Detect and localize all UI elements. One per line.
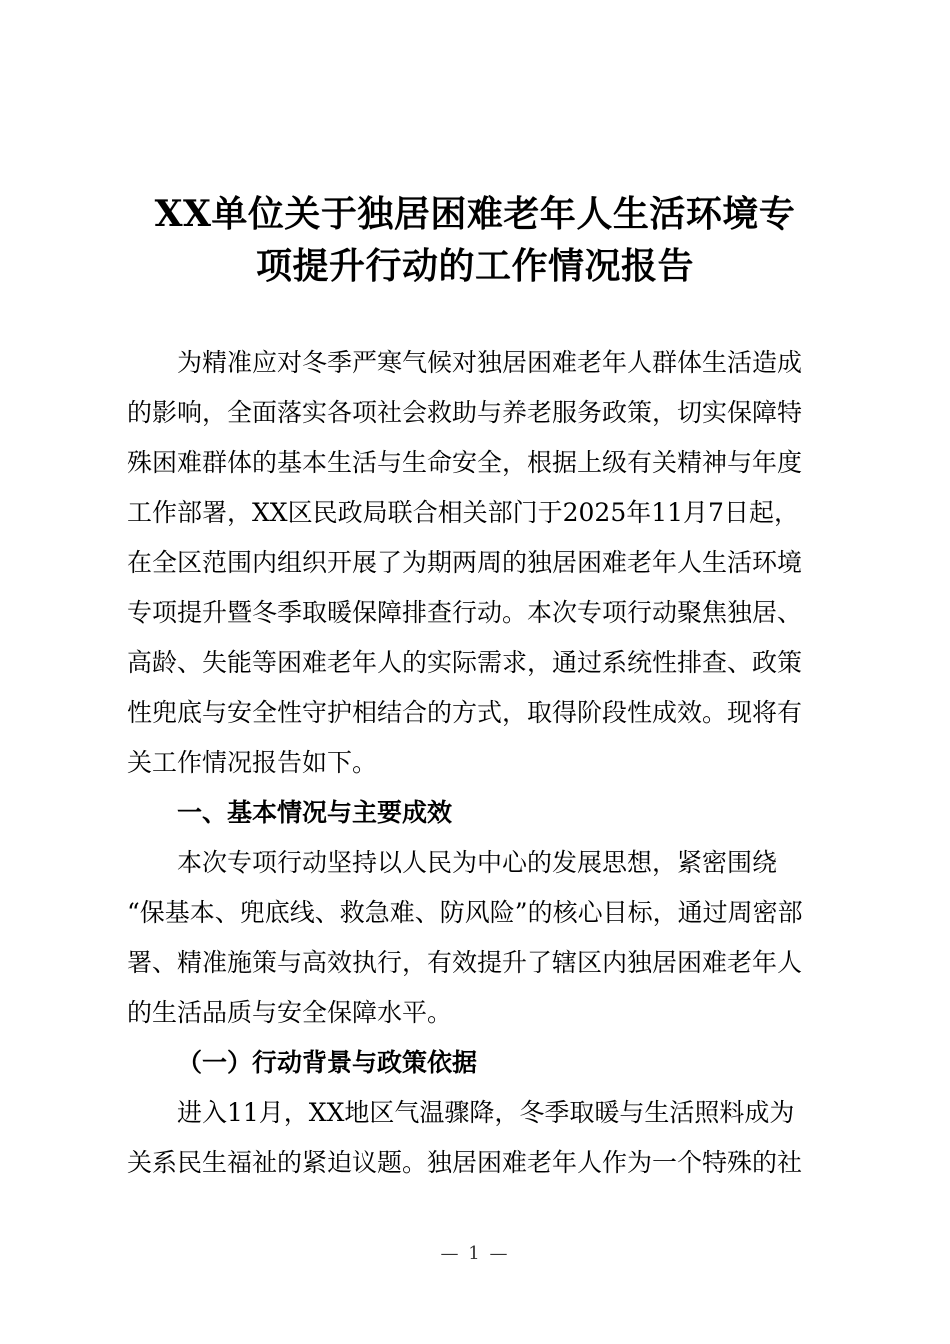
- intro-line: 在全区范围内组织开展了为期两周的独居困难老年人生活环境: [127, 548, 803, 577]
- section-heading-1: 一、基本情况与主要成效: [177, 798, 453, 827]
- section1-line: “保基本、兜底线、救急难、防风险”的核心目标，通过周密部: [127, 898, 803, 927]
- intro-line: 的影响，全面落实各项社会救助与养老服务政策，切实保障特: [127, 398, 803, 427]
- intro-line: 为精准应对冬季严寒气候对独居困难老年人群体生活造成: [177, 348, 803, 377]
- title-line-1: XX单位关于独居困难老年人生活环境专: [154, 193, 796, 235]
- subsection1-line: 关系民生福祉的紧迫议题。独居困难老年人作为一个特殊的社: [127, 1148, 803, 1177]
- intro-line: 专项提升暨冬季取暖保障排查行动。本次专项行动聚焦独居、: [127, 598, 803, 627]
- intro-line: 关工作情况报告如下。: [127, 748, 378, 777]
- document-title: [100, 188, 850, 292]
- section1-line: 本次专项行动坚持以人民为中心的发展思想，紧密围绕: [177, 848, 778, 877]
- section1-line: 署、精准施策与高效执行，有效提升了辖区内独居困难老年人: [127, 948, 803, 977]
- section1-line: 的生活品质与安全保障水平。: [127, 998, 453, 1027]
- subsection-heading-1: （一）行动背景与政策依据: [177, 1048, 478, 1077]
- intro-paragraph: [127, 338, 827, 1188]
- title-line-2: 项提升行动的工作情况报告: [255, 245, 694, 287]
- intro-line: 高龄、失能等困难老年人的实际需求，通过系统性排查、政策: [127, 648, 803, 677]
- subsection1-line: 进入11月，XX地区气温骤降，冬季取暖与生活照料成为: [177, 1098, 795, 1127]
- intro-line: 殊困难群体的基本生活与生命安全，根据上级有关精神与年度: [127, 448, 803, 477]
- page-number: — 1 —: [440, 1243, 510, 1264]
- intro-line: 性兜底与安全性守护相结合的方式，取得阶段性成效。现将有: [127, 698, 803, 727]
- intro-line: 工作部署，XX区民政局联合相关部门于2025年11月7日起，: [127, 498, 799, 527]
